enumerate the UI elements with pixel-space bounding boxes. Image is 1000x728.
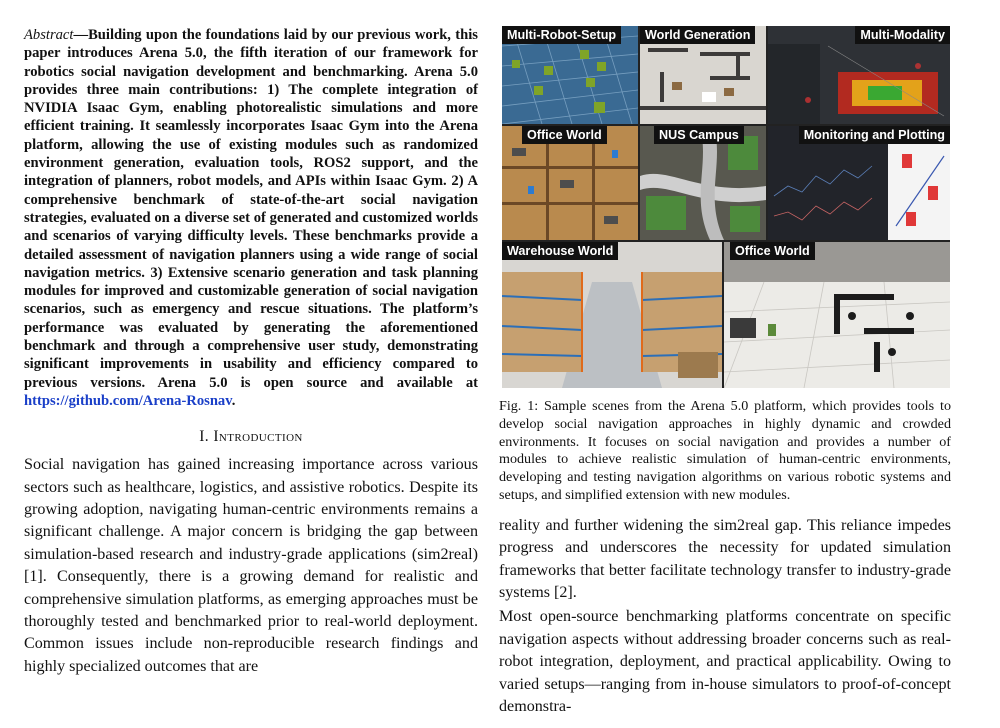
tile-label: Multi-Modality xyxy=(855,26,950,44)
abstract-lead: Abstract xyxy=(24,27,74,43)
right-body xyxy=(499,515,951,719)
tile-label: Warehouse World xyxy=(502,242,618,260)
section-heading xyxy=(24,428,478,446)
tile-monitoring xyxy=(768,126,950,240)
warehouse-world-scene-image xyxy=(502,242,722,388)
left-column xyxy=(24,26,478,678)
office-world-3d-scene-image xyxy=(724,242,950,388)
tile-label: NUS Campus xyxy=(654,126,744,144)
tile-office-world-2 xyxy=(724,242,950,388)
right-paragraph: Most open-source benchmarking platforms concentrate on specific navigation aspects without addressing broader concerns such as real-robot integration, deployment, and practical applicability. Owing to varied setups—ranging from in-house simulators to proof-of-concept demonstra- xyxy=(499,608,951,716)
tile-label: Multi-Robot-Setup xyxy=(502,26,621,44)
tile-office-world-1 xyxy=(502,126,638,240)
tile-multi-modality xyxy=(768,26,950,124)
abstract-dash: — xyxy=(73,27,89,43)
right-column xyxy=(499,26,951,718)
section-number: I. xyxy=(199,428,210,446)
tile-nus-campus xyxy=(640,126,766,240)
figure-caption: Fig. 1: Sample scenes from the Arena 5.0 platform, which provides tools to develop social navigation approaches in highly dynamic and crowded environments. It focuses on social navigation and provides a number of modules to achieve realistic simulation of human-centric environments, developing and testing navigation algorithms on various robotic systems and setups, and simplified extension with new modules. xyxy=(499,398,951,503)
tile-world-gen xyxy=(640,26,766,124)
github-link[interactable]: https://github.com/Arena-Rosnav xyxy=(24,392,232,409)
figure-1 xyxy=(502,26,950,388)
tile-warehouse xyxy=(502,242,722,388)
tile-multi-robot xyxy=(502,26,638,124)
abstract-text: Building upon the foundations laid by our previous work, this paper introduces Arena 5.0, the fifth iteration of our framework for robotics social navigation development and benchmarking. Arena 5.0 provides three main contributions: 1) The complete integration of NVIDIA Isaac Gym, enabling photorealistic simulations and more efficient training. It seamlessly incorporates Isaac Gym into the Arena platform, allowing the use of existing modules such as randomized environment generation, evaluation tools, ROS2 support, and the integration of planners, robot models, and APIs within Isaac Gym. 2) A comprehensive benchmark of state-of-the-art social navigation strategies, evaluated on a diverse set of generated and customized worlds and scenarios of varying difficulty levels. These benchmarks provide a detailed assessment of navigation planners using a wide range of social navigation metrics. 3) Extensive scenario generation and task planning modules for improved and customizable generation of social navigation scenarios, such as emergency and rescue situations. The platform’s performance was evaluated by generating the aforementioned benchmark and through a comprehensive user study, demonstrating significant improvements in usability and efficiency compared to previous versions. Arena 5.0 is open source and available at xyxy=(24,27,478,391)
abstract xyxy=(24,26,478,410)
tile-label: Office World xyxy=(522,126,607,144)
abstract-end: . xyxy=(231,392,236,409)
tile-label: Monitoring and Plotting xyxy=(799,126,950,144)
intro-paragraph: Social navigation has gained increasing importance across various sectors such as healthcare, logistics, and assistive robotics. Despite its growing adoption, navigating human-centric environments remains a significant challenge. A major concern is bridging the gap between simulation-based research and industry-grade applications (sim2real) [1]. Consequently, there is a growing demand for realistic and comprehensive simulation platforms, as emerging approaches must be thoroughly tested and benchmarked prior to real-world deployment. Common issues include non-reproducible research findings and highly specialized outcomes that are xyxy=(24,456,478,675)
right-paragraph: reality and further widening the sim2real gap. This reliance impedes progress and underscores the necessity for updated simulation frameworks that better facilitate technology transfer to industry-grade systems [2]. xyxy=(499,516,951,601)
tile-label: Office World xyxy=(730,242,815,260)
tile-label: World Generation xyxy=(640,26,755,44)
section-title: Introduction xyxy=(213,428,303,446)
